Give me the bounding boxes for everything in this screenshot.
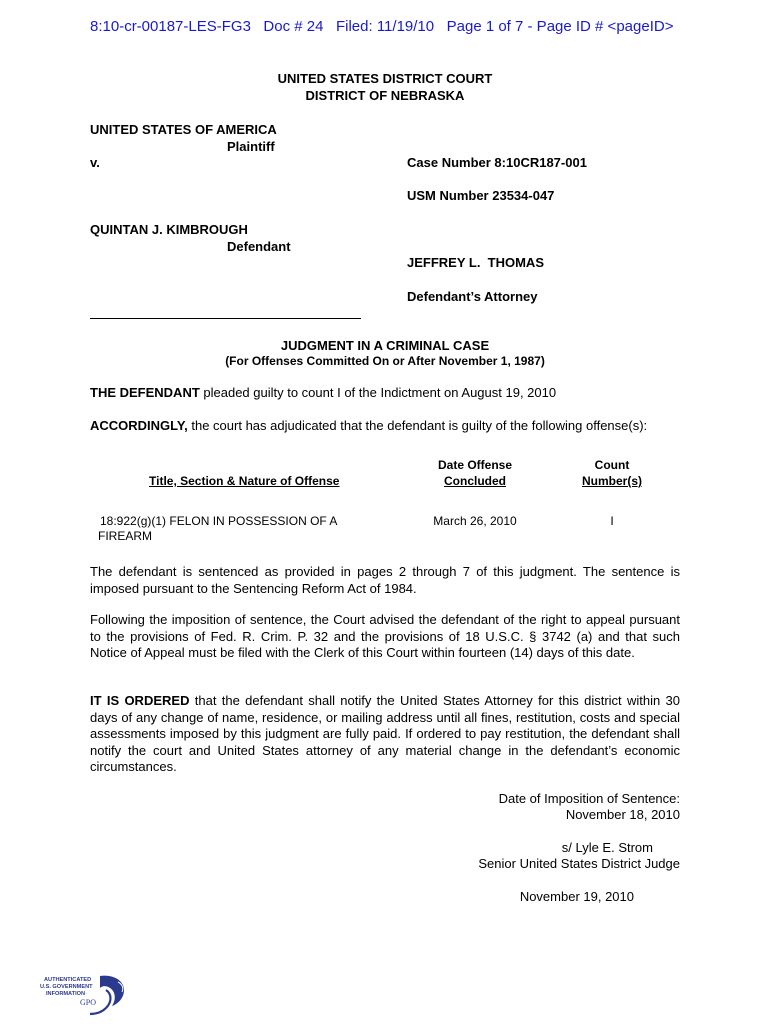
versus: v.: [90, 155, 100, 170]
plea-statement: [90, 385, 556, 400]
plea-text: pleaded guilty to count I of the Indictment on August 19, 2010: [199, 385, 557, 400]
usm-number: USM Number 23534-047: [407, 188, 555, 203]
header-count-line2: Number(s): [581, 474, 642, 488]
stamp-filed: Filed: 11/19/10: [335, 18, 435, 35]
header-count-line1: Count: [594, 458, 630, 472]
gpo-line3: INFORMATION: [46, 991, 86, 997]
imposition-label: Date of Imposition of Sentence:: [498, 791, 680, 806]
imposition-date: November 18, 2010: [565, 807, 680, 822]
defendant-name: QUINTAN J. KIMBROUGH: [90, 222, 248, 237]
case-number: Case Number 8:10CR187-001: [407, 155, 587, 170]
gpo-line2: U.S. GOVERNMENT: [40, 984, 93, 990]
judgment-subtitle: (For Offenses Committed On or After November 1, 1987): [225, 354, 545, 368]
defendant-role: Defendant: [227, 239, 291, 254]
header-date-line2: Concluded: [444, 474, 506, 488]
judge-signature: s/ Lyle E. Strom: [561, 840, 653, 855]
court-district: DISTRICT OF NEBRASKA: [305, 88, 465, 103]
header-offense: Title, Section & Nature of Offense: [149, 474, 340, 488]
gpo-mark: GPO: [80, 998, 97, 1007]
stamp-doc: Doc # 24: [263, 18, 324, 35]
offense-line2: FIREARM: [98, 529, 152, 543]
plaintiff-name: UNITED STATES OF AMERICA: [90, 122, 277, 137]
gpo-authentication-logo: [40, 972, 130, 1018]
order-lead: IT IS ORDERED: [90, 693, 190, 708]
adjudication-text: the court has adjudicated that the defendant is guilty of the following offense(s):: [187, 418, 648, 433]
attorney-role: Defendant’s Attorney: [407, 289, 538, 304]
filing-stamp: [90, 18, 673, 35]
sentence-paragraph: The defendant is sentenced as provided in pages 2 through 7 of this judgment. The sentence is imposed pursuant to the Sentencing Reform Act of 1984.: [90, 564, 680, 596]
offense-line1: 18:922(g)(1) FELON IN POSSESSION OF A: [100, 514, 338, 528]
stamp-case-ref: 8:10-cr-00187-LES-FG3: [90, 18, 251, 35]
plaintiff-role: Plaintiff: [227, 139, 275, 154]
offense-date: March 26, 2010: [433, 514, 517, 528]
attorney-name: JEFFREY L. THOMAS: [407, 255, 544, 270]
gpo-line1: AUTHENTICATED: [44, 977, 92, 983]
adjudication-statement: [90, 418, 647, 433]
caption-rule: [90, 318, 361, 319]
order-text: that the defendant shall notify the United States Attorney for this district within 30 days of any change of name, residence, or mailing address until all fines, restitution, costs and special assessments imposed by this judgment are fully paid. If ordered to pay restitution, the defendant shall notify the court and United States attorney of any material change in the defendant’s economic circumstances.: [90, 693, 680, 774]
judgment-title: JUDGMENT IN A CRIMINAL CASE: [280, 338, 490, 353]
plea-lead: THE DEFENDANT: [90, 385, 200, 400]
stamp-page: Page 1 of 7 - Page ID # <pageID>: [446, 18, 674, 35]
eagle-icon: [40, 972, 130, 1018]
adjudication-lead: ACCORDINGLY,: [90, 418, 188, 433]
appeal-paragraph: Following the imposition of sentence, the Court advised the defendant of the right to appeal pursuant to the provisions of Fed. R. Crim. P. 32 and the provisions of 18 U.S.C. § 3742 (a) and that such Notice of Appeal must be filed with the Clerk of this Court within fourteen (14) days of this date.: [90, 612, 680, 660]
judge-title: Senior United States District Judge: [478, 856, 680, 871]
court-name: UNITED STATES DISTRICT COURT: [277, 71, 493, 86]
order-paragraph: [90, 693, 680, 776]
signed-date: November 19, 2010: [519, 889, 634, 904]
offense-count: I: [610, 514, 614, 528]
header-date-line1: Date Offense: [437, 458, 513, 472]
